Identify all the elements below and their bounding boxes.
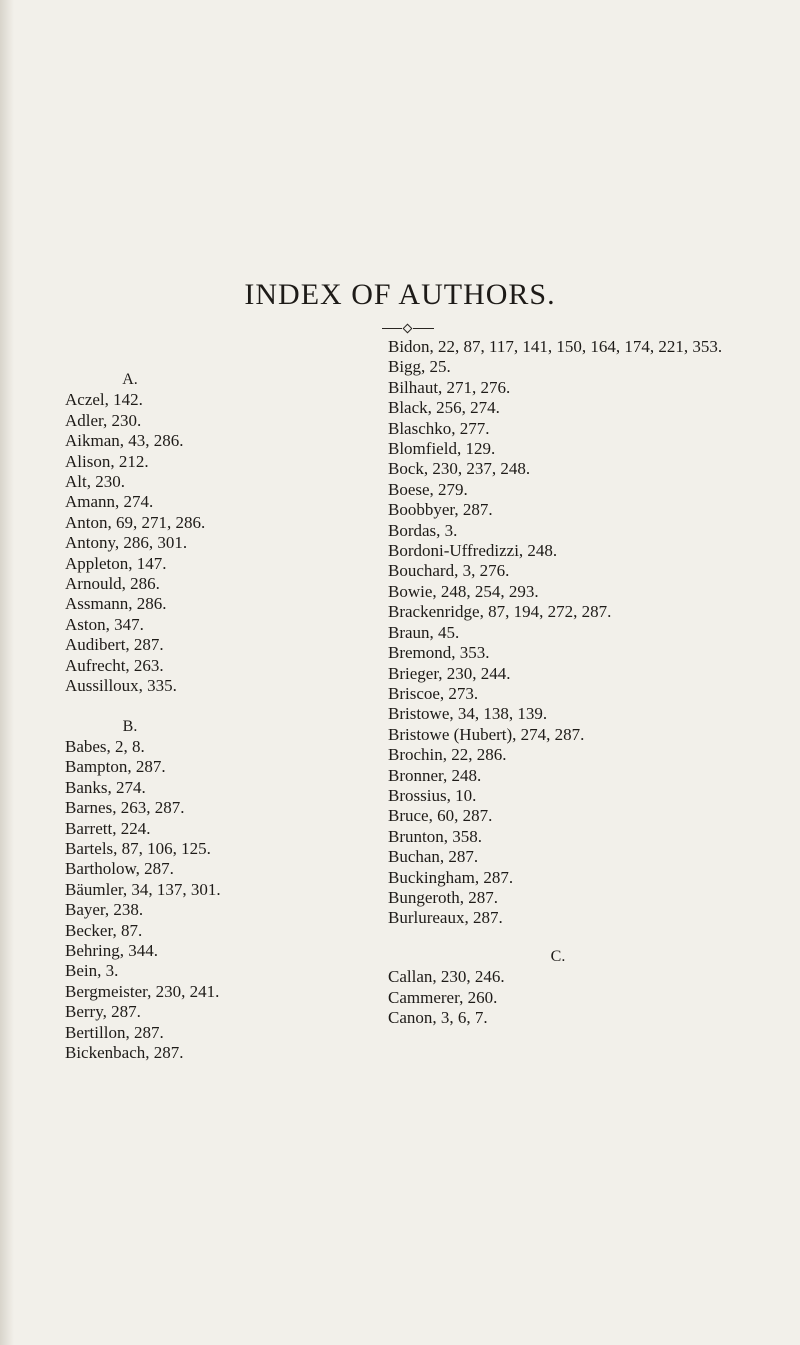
index-entry: Blaschko, 277.: [388, 418, 490, 438]
index-entry: Bickenbach, 287.: [65, 1043, 184, 1062]
index-entry: Black, 256, 274.: [388, 398, 500, 418]
index-entry: Aston, 347.: [65, 614, 144, 634]
index-entry: Bowie, 248, 254, 293.: [388, 581, 539, 601]
index-entry: Brieger, 230, 244.: [388, 663, 511, 683]
section-letter-c: C.: [550, 947, 566, 965]
index-entry: Bartels, 87, 106, 125.: [65, 838, 211, 858]
index-entry: Boese, 279.: [388, 479, 468, 499]
index-entry: Cammerer, 260.: [388, 987, 498, 1007]
index-entry: Antony, 286, 301.: [65, 533, 188, 553]
title-ornament: [382, 324, 434, 334]
index-entry: Bertillon, 287.: [65, 1022, 164, 1042]
index-entry: Briscoe, 273.: [388, 683, 479, 703]
index-entry: Babes, 2, 8.: [65, 736, 145, 756]
index-entry: Bampton, 287.: [65, 757, 166, 777]
section-b-entries: [65, 737, 365, 1064]
index-entry: Berry, 287.: [65, 1002, 141, 1022]
index-entry: Amann, 274.: [65, 492, 154, 512]
index-entry: Aussilloux, 335.: [65, 676, 177, 696]
index-entry: Bristowe, 34, 138, 139.: [388, 704, 548, 724]
index-entry: Buckingham, 287.: [388, 867, 514, 887]
index-entry: Callan, 230, 246.: [388, 967, 505, 987]
index-entry: Assmann, 286.: [65, 594, 167, 614]
index-entry: Aczel, 142.: [65, 390, 143, 410]
index-entry: Aikman, 43, 286.: [65, 431, 184, 451]
index-entry: Anton, 69, 271, 286.: [65, 512, 206, 532]
index-entry: Bruce, 60, 287.: [388, 806, 493, 826]
index-entry: Brunton, 358.: [388, 826, 482, 846]
index-entry: Alt, 230.: [65, 472, 125, 492]
index-entry: Burlureaux, 287.: [388, 908, 503, 928]
index-entry: Appleton, 147.: [65, 553, 167, 573]
section-b-continued-entries: [388, 337, 798, 929]
index-entry: Brochin, 22, 286.: [388, 745, 507, 765]
page-edge-shadow: [0, 0, 14, 1345]
index-entry: Bergmeister, 230, 241.: [65, 981, 220, 1001]
index-entry: Becker, 87.: [65, 920, 143, 940]
section-letter-a: A.: [122, 371, 138, 388]
index-entry: Braun, 45.: [388, 622, 460, 642]
index-entry: Bidon, 22, 87, 117, 141, 150, 164, 174, 221, 353.: [388, 337, 723, 356]
index-entry: Bayer, 238.: [65, 900, 144, 920]
index-entry: Bock, 230, 237, 248.: [388, 459, 531, 479]
section-a-entries: [65, 390, 365, 696]
index-entry: Alison, 212.: [65, 451, 149, 471]
index-entry: Bein, 3.: [65, 961, 119, 981]
index-entry: Bordas, 3.: [388, 520, 458, 540]
index-entry: Brackenridge, 87, 194, 272, 287.: [388, 602, 612, 622]
index-entry: Barrett, 224.: [65, 818, 151, 838]
index-column-right: [388, 337, 798, 1028]
index-entry: Bartholow, 287.: [65, 859, 174, 879]
index-entry: Blomfield, 129.: [388, 439, 496, 459]
index-entry: Bilhaut, 271, 276.: [388, 377, 511, 397]
index-entry: Bungeroth, 287.: [388, 887, 499, 907]
index-entry: Bristowe (Hubert), 274, 287.: [388, 724, 585, 744]
index-entry: Behring, 344.: [65, 940, 159, 960]
index-entry: Bäumler, 34, 137, 301.: [65, 879, 221, 899]
index-entry: Adler, 230.: [65, 410, 142, 430]
index-entry: Bouchard, 3, 276.: [388, 561, 510, 581]
index-entry: Boobbyer, 287.: [388, 500, 493, 520]
index-entry: Bordoni-Uffredizzi, 248.: [388, 541, 558, 561]
index-entry: Bigg, 25.: [388, 357, 451, 377]
index-entry: Brossius, 10.: [388, 785, 477, 805]
index-entry: Barnes, 263, 287.: [65, 798, 185, 818]
index-entry: Aufrecht, 263.: [65, 655, 164, 675]
index-entry: Buchan, 287.: [388, 847, 479, 867]
index-entry: Banks, 274.: [65, 777, 146, 797]
index-entry: Bronner, 248.: [388, 765, 482, 785]
index-entry: Bremond, 353.: [388, 643, 490, 663]
index-entry: Arnould, 286.: [65, 574, 160, 594]
section-c-entries: [388, 967, 798, 1028]
index-entry: Canon, 3, 6, 7.: [388, 1008, 488, 1027]
page-title: INDEX OF AUTHORS.: [244, 278, 556, 311]
section-letter-b: B.: [122, 717, 138, 735]
index-column-left: [65, 370, 365, 1063]
index-entry: Audibert, 287.: [65, 635, 164, 655]
